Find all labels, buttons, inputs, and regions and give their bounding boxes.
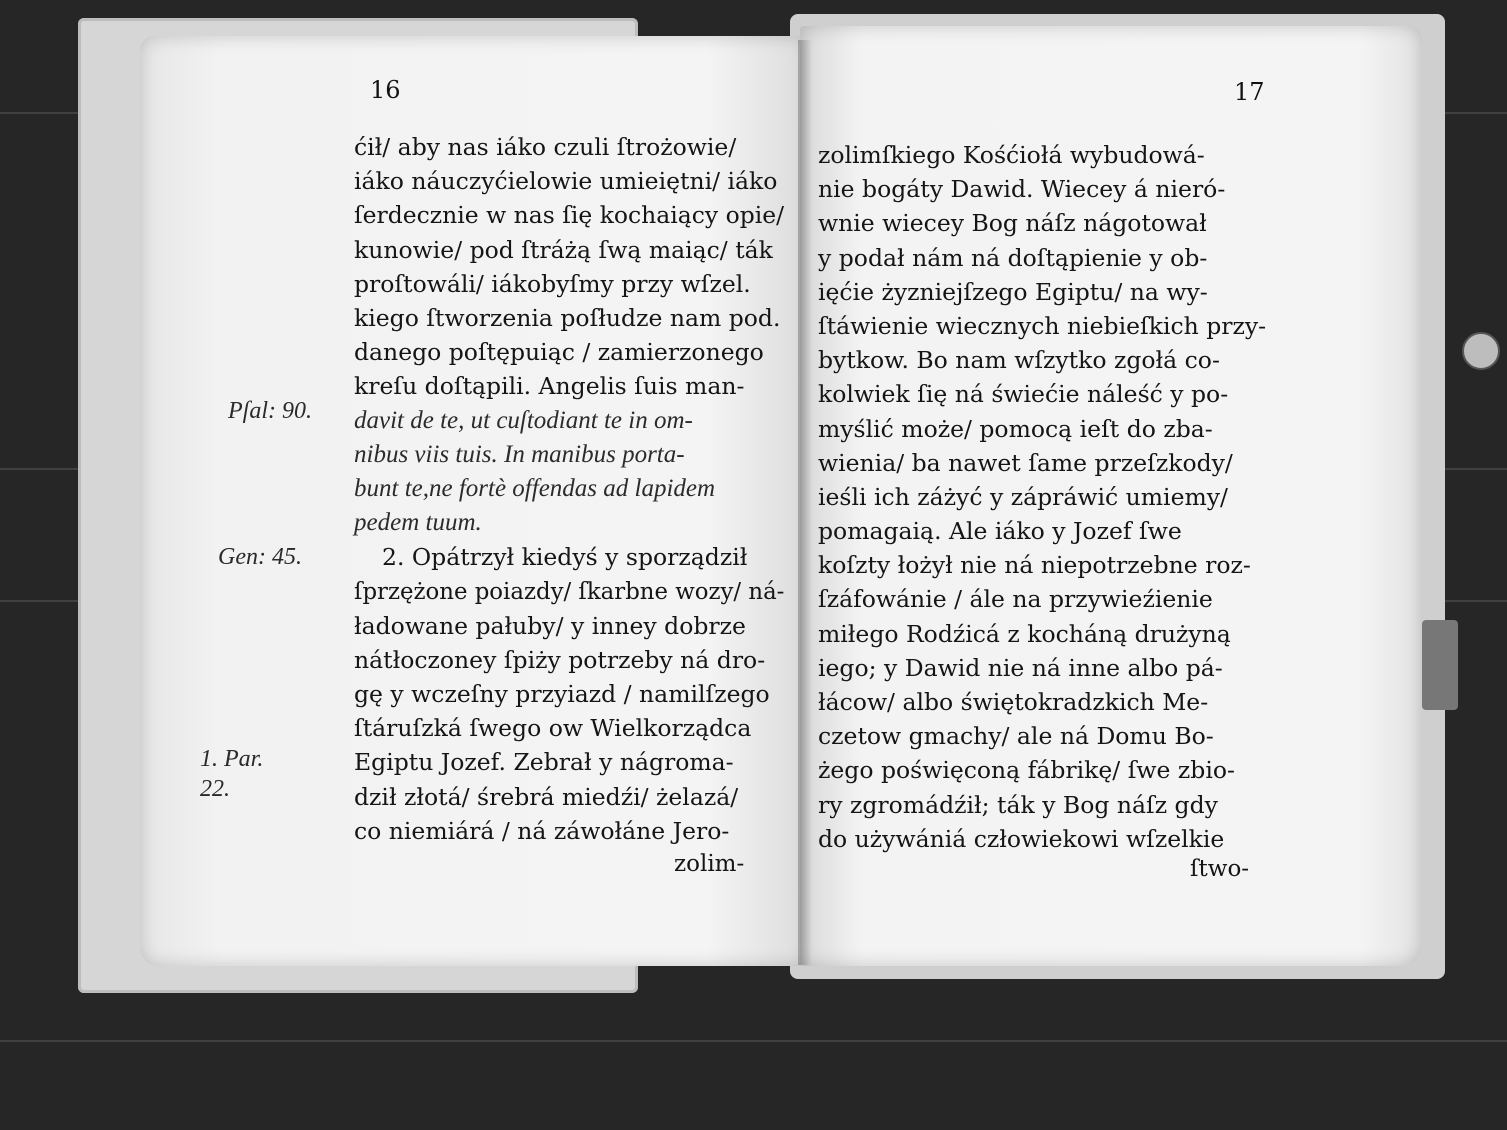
text-line: żego poświęconą fábrikę/ ſwe zbio- xyxy=(818,756,1235,785)
text-line: nátłoczoney ſpiży potrzeby ná dro- xyxy=(354,645,766,674)
text-line: ięćie żyzniejſzego Egiptu/ na wy- xyxy=(818,277,1208,306)
text-line: łácow/ albo świętokradzkich Me- xyxy=(818,688,1209,716)
catchword: zolim- xyxy=(674,851,745,877)
text-line: nibus viis tuis. In manibus porta- xyxy=(354,440,685,468)
left-body-text xyxy=(354,130,797,848)
text-line: gę y wczeſny przyiazd / namilſzego xyxy=(354,680,770,708)
text-line: ry zgromádźił; ták y Bog náſz gdy xyxy=(818,790,1218,819)
text-line: ſprzężone poiazdy/ ſkarbne wozy/ ná- xyxy=(354,577,785,606)
left-page xyxy=(140,36,808,966)
text-line: danego poſtępuiąc / zamierzonego xyxy=(354,338,764,367)
page-gutter xyxy=(798,40,812,965)
text-line: koſzty łożył nie ná niepotrzebne roz- xyxy=(818,551,1251,580)
page-number: 17 xyxy=(1234,78,1265,106)
text-line: ſerdecznie w nas ſię kochaiący opie/ xyxy=(354,201,785,230)
text-line: miłego Rodźicá z kocháną drużyną xyxy=(818,619,1231,648)
text-line: davit de te, ut cuſtodiant te in om- xyxy=(354,406,693,434)
text-line: dził złotá/ śrebrá miedźi/ żelazá/ xyxy=(354,782,739,811)
text-line: nie bogáty Dawid. Wiecey á nieró- xyxy=(818,175,1226,204)
text-line: kreſu doſtąpili. Angelis ſuis man- xyxy=(354,372,745,401)
right-page xyxy=(800,26,1422,966)
margin-note: 22. xyxy=(200,776,230,802)
clasp-ring xyxy=(1462,332,1500,370)
text-line: pomagaią. Ale iáko y Jozef ſwe xyxy=(818,517,1182,546)
margin-note: Gen: 45. xyxy=(218,544,302,570)
text-line: ſtáruſzká ſwego ow Wielkorządca xyxy=(354,714,752,743)
text-line: 2. Opátrzył kiedyś y sporządził xyxy=(382,543,748,572)
text-line: wnie wiecey Bog náſz nágotował xyxy=(818,209,1207,238)
text-line: iáko náuczyćielowie umieiętni/ iáko xyxy=(354,167,778,196)
text-line: ładowane pałuby/ y inney dobrze xyxy=(354,611,746,640)
text-line: Egiptu Jozef. Zebrał y nágroma- xyxy=(354,748,734,777)
text-line: kunowie/ pod ſtráżą ſwą maiąc/ ták xyxy=(354,235,773,264)
catchword: ſtwo- xyxy=(1190,856,1250,882)
text-line: ieśli ich záżyć y zápráwić umiemy/ xyxy=(818,482,1228,511)
text-line: y podał nám ná doſtąpienie y ob- xyxy=(818,243,1208,272)
text-line: myślić może/ pomocą ieſt do zba- xyxy=(818,414,1213,443)
text-line: ſtáwienie wiecznych niebieſkich przy- xyxy=(818,311,1267,340)
text-line: pedem tuum. xyxy=(354,509,482,537)
text-line: ſzáfowánie / ále na przywieźienie xyxy=(818,585,1213,614)
text-line: kiego ſtworzenia poſłudze nam pod. xyxy=(354,303,781,332)
text-line: wienia/ ba nawet ſame przeſzkody/ xyxy=(818,448,1233,477)
text-line: ćił/ aby nas iáko czuli ſtrożowie/ xyxy=(354,133,737,161)
text-line: do używániá człowiekowi wſzelkie xyxy=(818,824,1225,853)
text-line: bytkow. Bo nam wſzytko zgołá co- xyxy=(818,346,1220,375)
margin-note: 1. Par. xyxy=(200,746,264,772)
text-line: kolwiek ſię ná świećie náleść y po- xyxy=(818,380,1229,409)
text-line: iego; y Dawid nie ná inne albo pá- xyxy=(818,653,1223,682)
page-number: 16 xyxy=(370,76,401,104)
text-line: zolimſkiego Kośćiołá wybudowá- xyxy=(818,141,1205,169)
clasp xyxy=(1422,620,1458,710)
text-line: czetow gmachy/ ale ná Domu Bo- xyxy=(818,722,1214,751)
text-line: proſtowáli/ iákobyſmy przy wſzel. xyxy=(354,269,751,298)
right-body-text xyxy=(818,138,1266,856)
text-line: bunt te,ne fortè offendas ad lapidem xyxy=(354,474,716,502)
text-line: co niemiárá / ná záwołáne Jero- xyxy=(354,816,730,845)
film-streak xyxy=(0,1040,1507,1042)
margin-note: Pſal: 90. xyxy=(228,398,312,424)
